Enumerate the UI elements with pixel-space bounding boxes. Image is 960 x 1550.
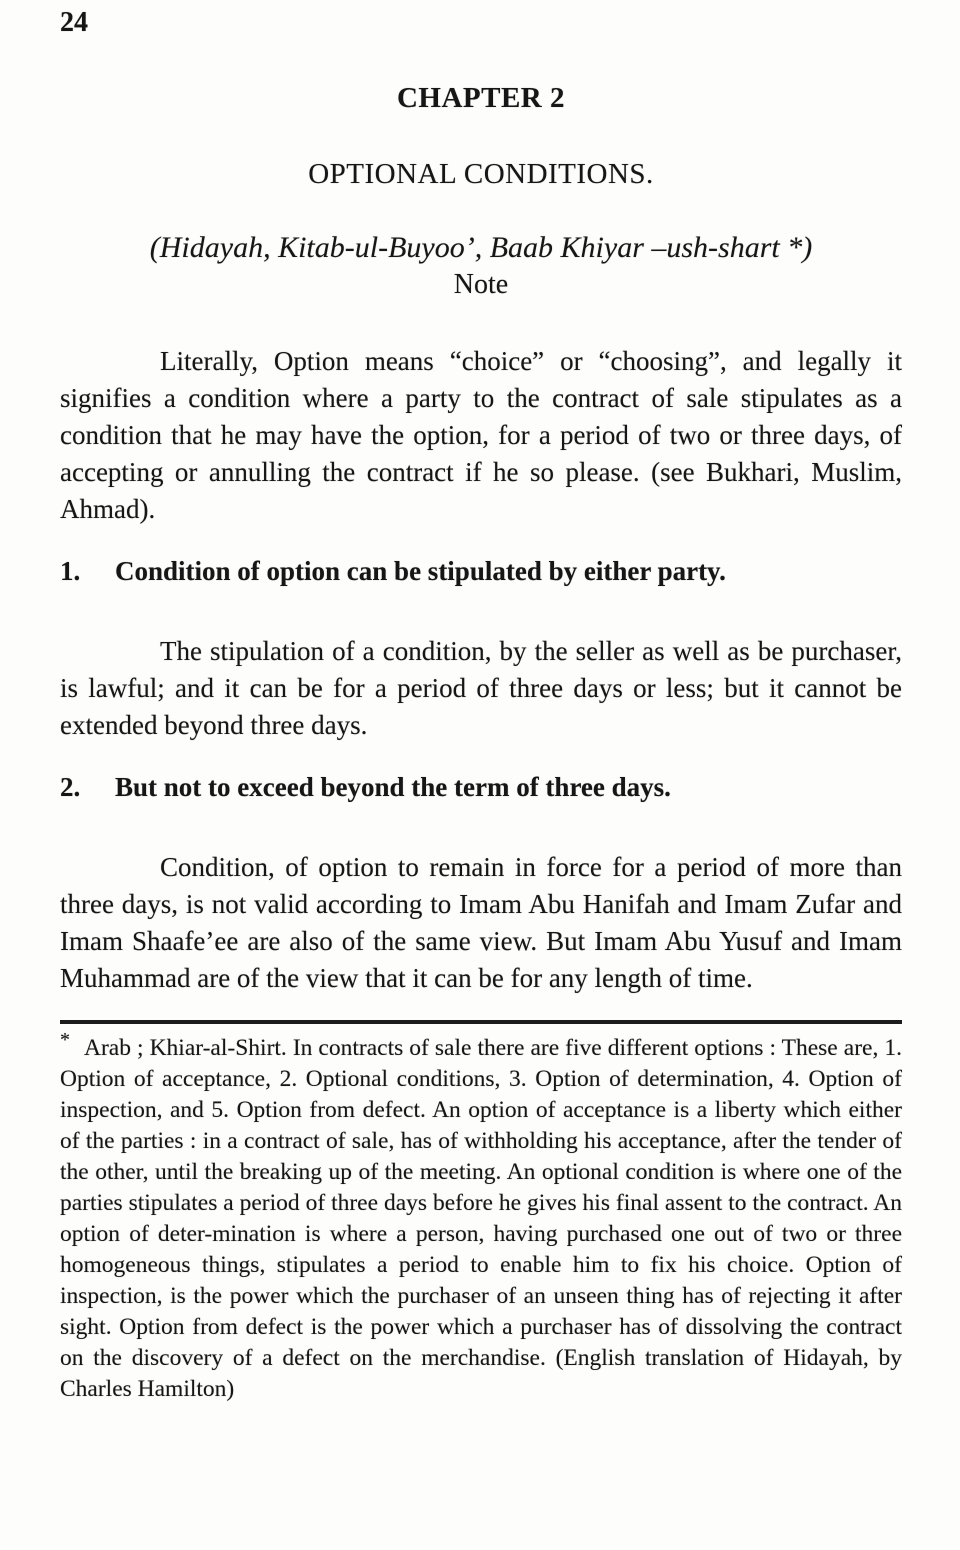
page-title: OPTIONAL CONDITIONS. [308, 158, 654, 190]
footnote [60, 1029, 902, 1405]
section-heading-1-text: Condition of option can be stipulated by either party. [115, 556, 726, 586]
section-heading-2 [60, 771, 902, 803]
section-number-1: 1. [60, 556, 81, 586]
page-number: 24 [60, 7, 88, 38]
footnote-text: Arab ; Khiar-al-Shirt. In contracts of sale there are five different options : These are, 1. Option of acceptance, 2. Optional conditions, 3. Option of determination, 4. Option of inspection, and 5. Option from defect. An option of acceptance is a liberty which either of the parties : in a contract of sale, has of withholding his acceptance, after the tender of the other, until the breaking up of the meeting. An optional condition is where one of the parties stipulates a period of three days before he gives his final assent to the contract. An option of deter-mination is where a person, having purchased one out of two or three homogeneous things, stipulates a period to enable him to fix his choice. Option of inspection, is the power which the purchaser of an unseen thing has of rejecting it after sight. Option from defect is the power which a purchaser has of dissolving the contract on the discovery of a defect on the merchandise. (English translation of Hidayah, by Charles Hamilton) [60, 1035, 902, 1402]
section-heading-2-text: But not to exceed beyond the term of three days. [115, 772, 671, 802]
chapter-heading: CHAPTER 2 [396, 82, 566, 114]
paragraph-section-2: Condition, of option to remain in force for a period of more than three days, is not valid according to Imam Abu Hanifah and Imam Zufar and Imam Shaafe’ee are also of the same view. But Imam Abu Yusuf and Imam Muhammad are of the view that it can be for any length of time. [60, 852, 902, 993]
paragraph-intro: Literally, Option means “choice” or “choosing”, and legally it signifies a condition where a party to the contract of sale stipulates as a condition that he may have the option, for a period of two or three days, of accepting or annulling the contract if he so please. (see Bukhari, Muslim, Ahmad). [60, 346, 902, 524]
footnote-divider [60, 1020, 902, 1024]
note-label: Note [453, 269, 509, 300]
section-heading-1 [60, 555, 902, 587]
footnote-asterisk-marker: * [60, 1029, 70, 1052]
source-citation-line: (Hidayah, Kitab-ul-Buyoo’, Baab Khiyar –ush-shart *) [149, 231, 813, 264]
section-number-2: 2. [60, 772, 81, 802]
paragraph-section-1: The stipulation of a condition, by the seller as well as be purchaser, is lawful; and it can be for a period of three days or less; but it cannot be extended beyond three days. [60, 636, 902, 740]
